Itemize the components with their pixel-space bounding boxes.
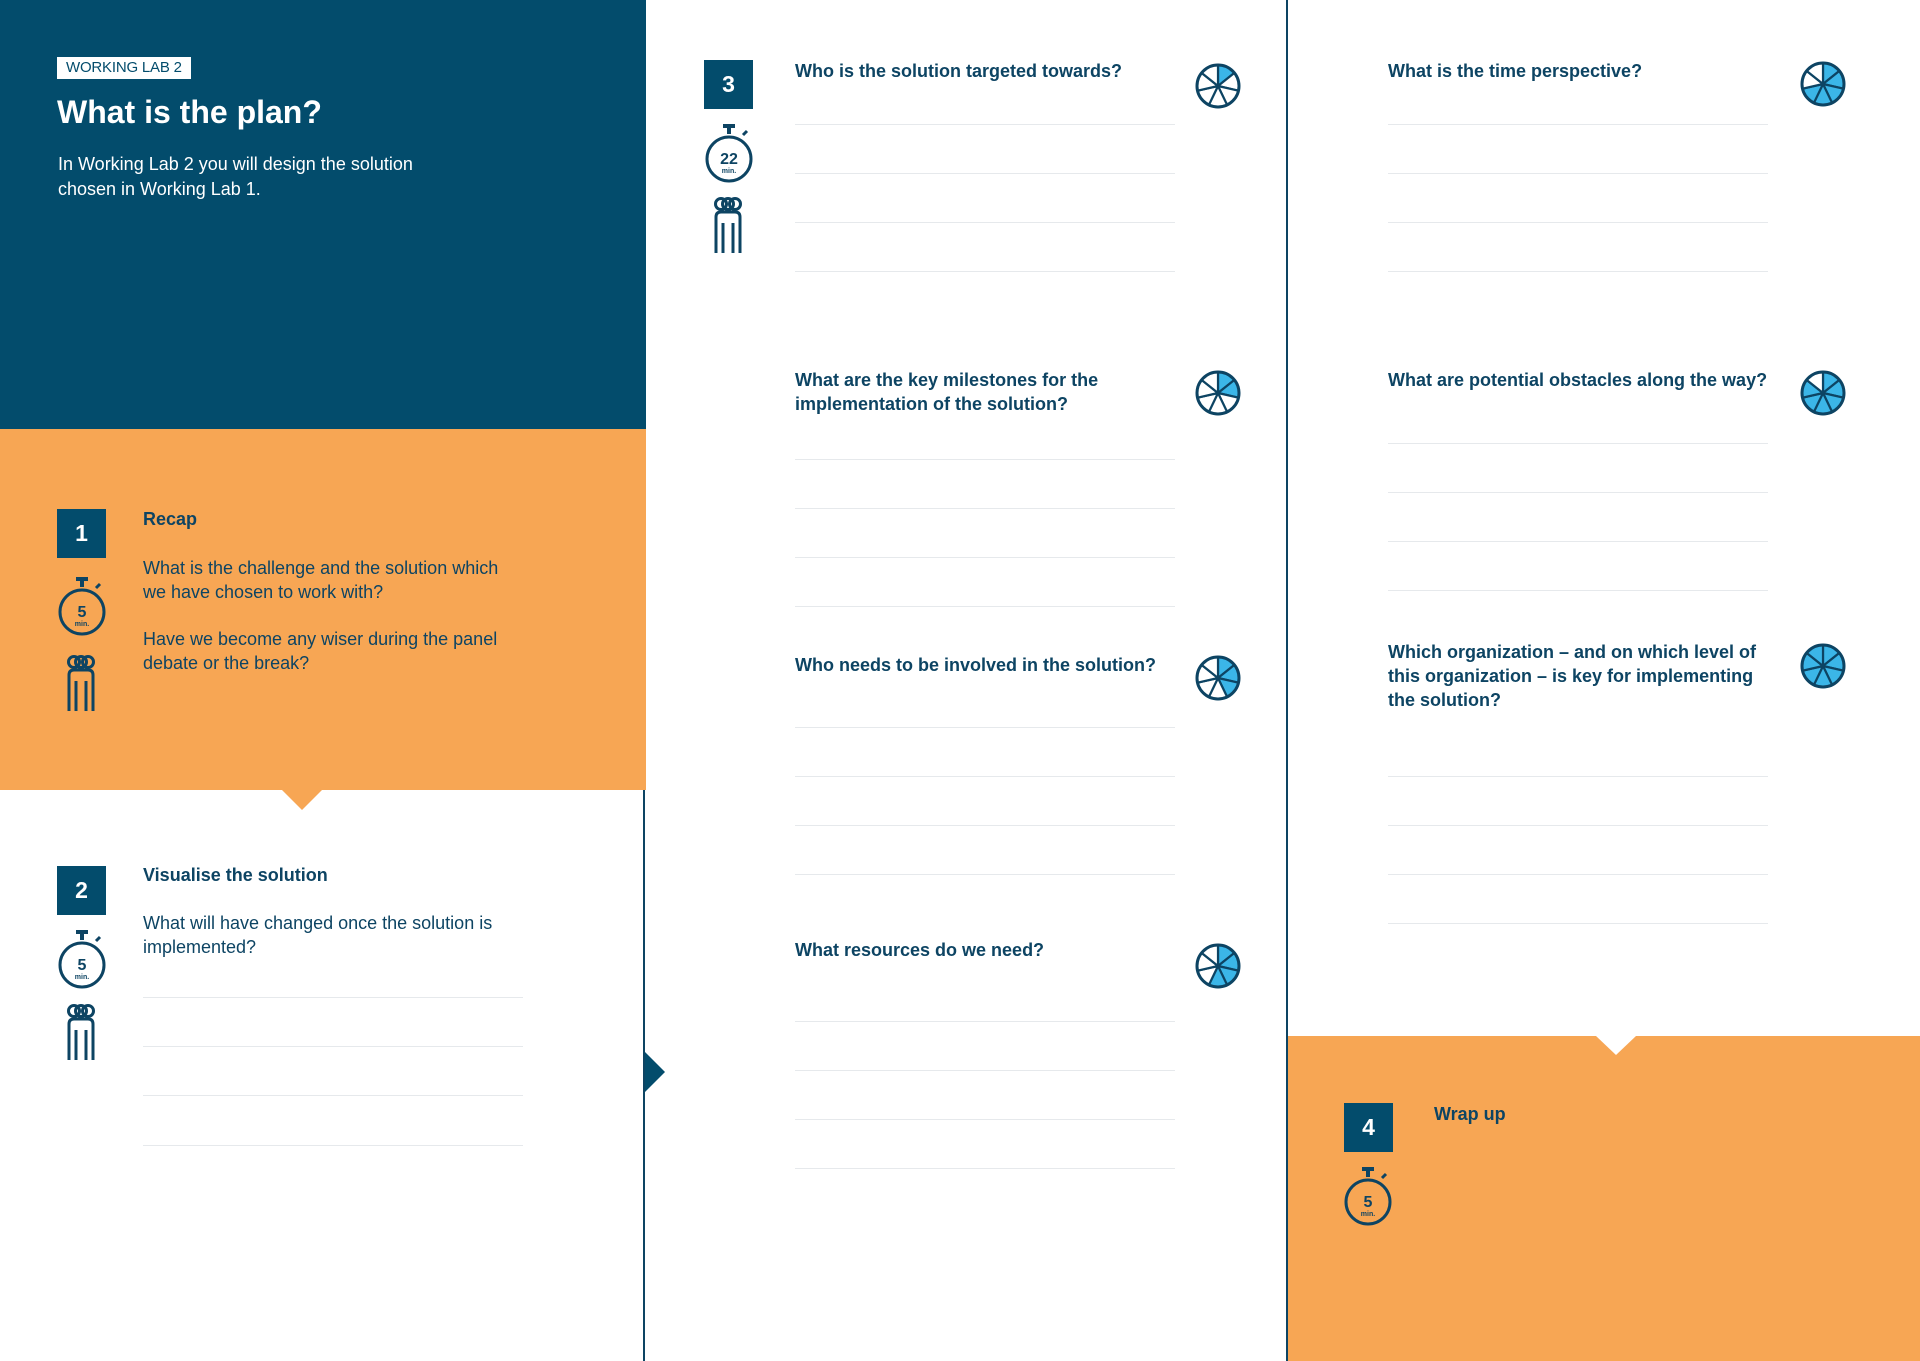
- answer-line: [1388, 492, 1768, 493]
- answer-line: [795, 1070, 1175, 1071]
- question-obstacles: What are potential obstacles along the way?: [1388, 370, 1768, 390]
- recap-question-2: Have we become any wiser during the panel debate or the break?: [143, 629, 498, 673]
- svg-text:min.: min.: [74, 621, 90, 628]
- question-involved: Who needs to be involved in the solution?: [795, 655, 1157, 675]
- step-title-wrap-up: Wrap up: [1434, 1104, 1506, 1124]
- recap-question-1: What is the challenge and the solution which we have chosen to work with?: [143, 558, 499, 602]
- answer-line: [795, 173, 1175, 174]
- svg-text:min.: min.: [1360, 1211, 1376, 1218]
- answer-line: [1388, 825, 1768, 826]
- step-number-3: 3: [704, 60, 753, 109]
- stopwatch-icon: [56, 930, 108, 992]
- intro-text: In Working Lab 2 you will design the solution chosen in Working Lab 1.: [58, 154, 413, 199]
- stopwatch-icon: [1342, 1167, 1394, 1229]
- question-time: What is the time perspective?: [1388, 61, 1643, 81]
- answer-line: [795, 776, 1175, 777]
- pie-segment-icon: [1799, 60, 1847, 108]
- answer-line: [795, 727, 1175, 728]
- answer-line: [795, 557, 1175, 558]
- answer-line: [143, 1095, 523, 1096]
- answer-line: [795, 1021, 1175, 1022]
- answer-line: [1388, 271, 1768, 272]
- answer-line: [1388, 124, 1768, 125]
- answer-line: [795, 124, 1175, 125]
- stopwatch-icon: [56, 577, 108, 639]
- group-icon: [64, 1004, 98, 1062]
- answer-line: [1388, 923, 1768, 924]
- answer-line: [795, 606, 1175, 607]
- svg-text:5: 5: [77, 957, 87, 974]
- visualise-question: What will have changed once the solution is implemented?: [143, 913, 493, 957]
- answer-line: [143, 997, 523, 998]
- pie-segment-icon: [1799, 642, 1847, 690]
- page-title: What is the plan?: [57, 94, 322, 130]
- answer-line: [795, 508, 1175, 509]
- recap-notch: [282, 790, 322, 810]
- answer-line: [795, 1168, 1175, 1169]
- pie-segment-icon: [1194, 369, 1242, 417]
- step-title-visualise: Visualise the solution: [143, 865, 328, 885]
- pie-segment-icon: [1194, 654, 1242, 702]
- svg-text:22: 22: [720, 151, 738, 168]
- question-resources: What resources do we need?: [795, 940, 1045, 960]
- pie-segment-icon: [1194, 942, 1242, 990]
- step-number-1: 1: [57, 509, 106, 558]
- question-milestones: What are the key milestones for the implementation of the solution?: [795, 370, 1099, 414]
- svg-text:5: 5: [77, 604, 87, 621]
- answer-line: [1388, 222, 1768, 223]
- answer-line: [1388, 541, 1768, 542]
- svg-text:min.: min.: [74, 974, 90, 981]
- stopwatch-icon: [703, 124, 755, 186]
- step-number-2: 2: [57, 866, 106, 915]
- answer-line: [795, 271, 1175, 272]
- group-icon: [711, 197, 745, 255]
- answer-line: [795, 825, 1175, 826]
- answer-line: [1388, 173, 1768, 174]
- svg-text:min.: min.: [721, 168, 737, 175]
- svg-text:5: 5: [1363, 1194, 1373, 1211]
- answer-line: [143, 1046, 523, 1047]
- question-organization: Which organization – and on which level of this organization – is key for implementing the solution?: [1388, 642, 1757, 710]
- answer-line: [795, 222, 1175, 223]
- step-title-recap: Recap: [143, 509, 198, 529]
- answer-line: [1388, 874, 1768, 875]
- answer-line: [795, 459, 1175, 460]
- group-icon: [64, 655, 98, 713]
- step-number-4: 4: [1344, 1103, 1393, 1152]
- answer-line: [1388, 776, 1768, 777]
- answer-line: [1388, 590, 1768, 591]
- wrap-notch: [1596, 1036, 1636, 1055]
- answer-line: [795, 1119, 1175, 1120]
- divider-arrow: [645, 1052, 665, 1092]
- answer-line: [143, 1145, 523, 1146]
- pie-segment-icon: [1799, 369, 1847, 417]
- pie-segment-icon: [1194, 62, 1242, 110]
- question-target: Who is the solution targeted towards?: [795, 61, 1123, 81]
- answer-line: [795, 874, 1175, 875]
- answer-line: [1388, 443, 1768, 444]
- working-lab-tag: WORKING LAB 2: [57, 57, 191, 79]
